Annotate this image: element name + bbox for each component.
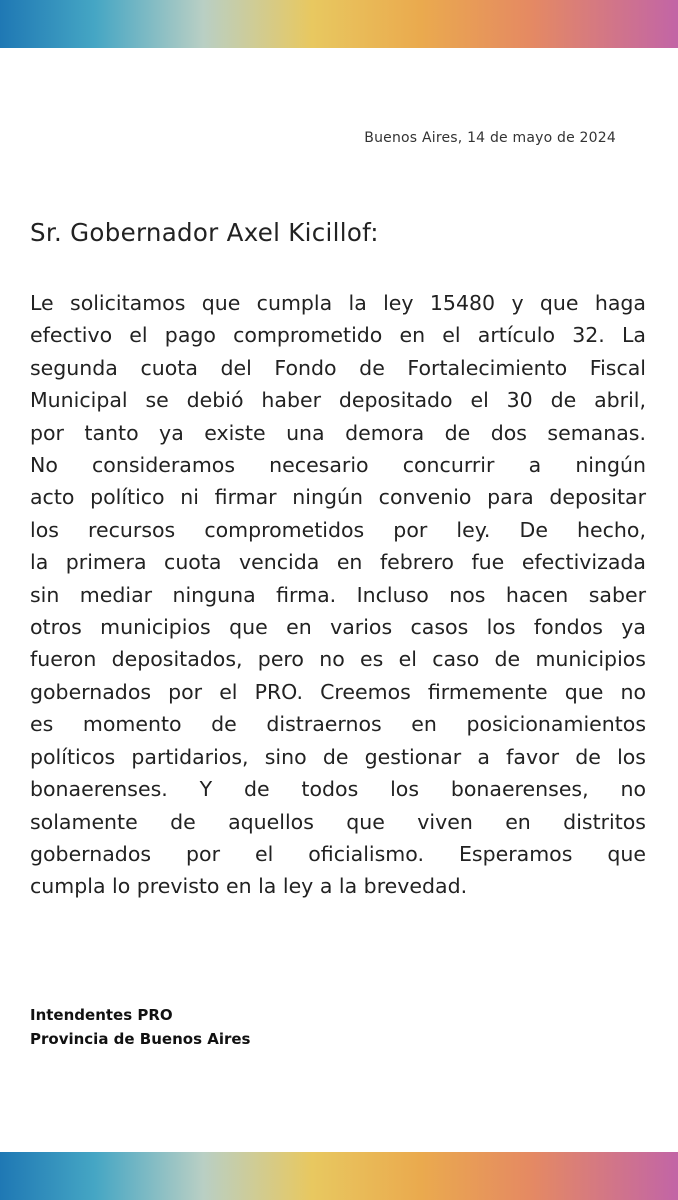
- body-line: sin mediar ninguna firma. Incluso nos hacen saber: [30, 582, 646, 607]
- body-line: políticos partidarios, sino de gestionar a favor de los: [30, 744, 646, 769]
- body-line: gobernados por el oficialismo. Esperamos que: [30, 841, 646, 866]
- bottom-color-stripe: [0, 1152, 678, 1200]
- body-line: gobernados por el PRO. Creemos firmemente que no: [30, 679, 646, 704]
- signature-province: Provincia de Buenos Aires: [30, 1030, 251, 1048]
- body-line: acto político ni firmar ningún convenio para depositar: [30, 485, 646, 510]
- body-line: bonaerenses. Y de todos los bonaerenses, no: [30, 777, 646, 802]
- body-line: por tanto ya existe una demora de dos semanas.: [30, 420, 646, 445]
- body-line: Municipal se debió haber depositado el 30 de abril,: [30, 388, 646, 413]
- body-line: efectivo el pago comprometido en el artículo 32. La: [30, 323, 646, 348]
- body-line: solamente de aquellos que viven en distritos: [30, 809, 646, 834]
- body-line: No consideramos necesario concurrir a ningún: [30, 453, 646, 478]
- letter-salutation: Sr. Gobernador Axel Kicillof:: [30, 218, 379, 247]
- signature-name: Intendentes PRO: [30, 1006, 173, 1024]
- body-line: segunda cuota del Fondo de Fortalecimiento Fiscal: [30, 355, 646, 380]
- body-line: fueron depositados, pero no es el caso de municipios: [30, 647, 646, 672]
- body-line: es momento de distraernos en posicionamientos: [30, 712, 646, 737]
- body-line: los recursos comprometidos por ley. De hecho,: [30, 517, 646, 542]
- letter-date: Buenos Aires, 14 de mayo de 2024: [364, 130, 616, 146]
- top-color-stripe: [0, 0, 678, 48]
- body-line: otros municipios que en varios casos los fondos ya: [30, 615, 646, 640]
- body-line: la primera cuota vencida en febrero fue efectivizada: [30, 550, 646, 575]
- signature-block: [30, 1003, 250, 1051]
- body-line: cumpla lo previsto en la ley a la brevedad.: [30, 874, 468, 899]
- body-line: Le solicitamos que cumpla la ley 15480 y que haga: [30, 291, 646, 315]
- letter-body: [30, 287, 646, 903]
